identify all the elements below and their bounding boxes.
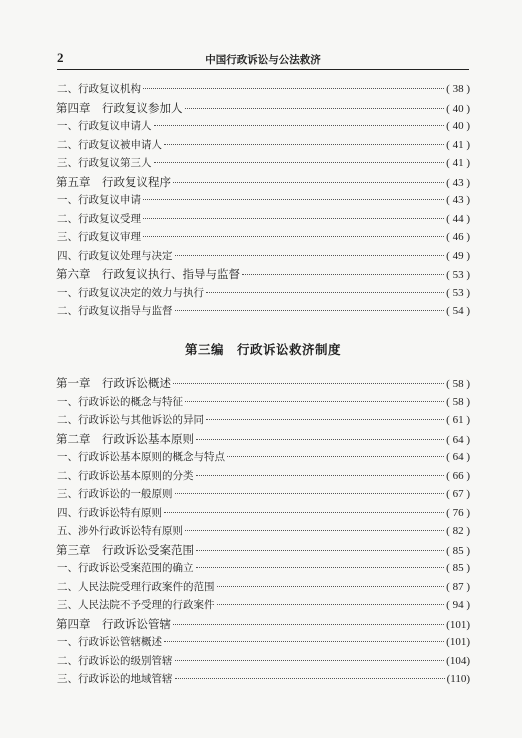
dot-leader: [164, 512, 444, 513]
toc-page-number: ( 41 ): [446, 138, 470, 151]
dot-leader: [175, 660, 445, 661]
toc-page-number: ( 53 ): [446, 269, 470, 281]
toc-page-number: ( 46 ): [446, 231, 470, 243]
toc-section-entry: [56, 522, 470, 541]
toc-page-number: (104): [446, 654, 470, 667]
toc-page-number: ( 40 ): [446, 102, 470, 115]
toc-entry-title: 三、行政复议第三人: [57, 157, 152, 169]
toc-page-number: ( 64 ): [446, 451, 470, 463]
toc-entry-title: 一、行政诉讼的概念与特征: [57, 395, 183, 408]
toc-entry-title: 三、行政复议审理: [57, 231, 141, 243]
toc-page-number: ( 43 ): [446, 194, 470, 206]
dot-leader: [185, 530, 444, 531]
dot-leader: [175, 310, 445, 311]
toc-page-number: ( 82 ): [446, 525, 470, 537]
dot-leader: [196, 439, 444, 440]
dot-leader: [175, 678, 445, 679]
toc-chapter-entry: [56, 99, 470, 118]
toc-section-entry: [56, 117, 470, 136]
toc-entry-title: 四、行政诉讼特有原则: [57, 506, 162, 519]
toc-entry-title: 二、行政诉讼与其他诉讼的异同: [57, 414, 204, 426]
toc-page-number: ( 53 ): [446, 286, 470, 299]
toc-entry-title: 四、行政复议处理与决定: [57, 249, 173, 262]
dot-leader: [206, 419, 444, 420]
toc-entry-title: 一、行政诉讼受案范围的确立: [57, 562, 194, 574]
toc-page-number: ( 41 ): [446, 157, 470, 169]
toc-page-number: ( 67 ): [446, 488, 470, 500]
dot-leader: [206, 292, 444, 293]
toc-section-entry: [56, 596, 470, 615]
toc-section-entry: [56, 633, 470, 652]
toc-section-entry: [56, 485, 470, 504]
toc-chapter-entry: [56, 173, 470, 192]
page-number: 2: [57, 50, 64, 65]
toc-page-number: ( 87 ): [446, 580, 470, 593]
toc-top-list: [56, 80, 470, 321]
toc-page-number: ( 38 ): [446, 83, 470, 95]
toc-entry-title: 第三章 行政诉讼受案范围: [56, 542, 194, 557]
dot-leader: [175, 493, 445, 494]
toc-page-number: ( 76 ): [446, 506, 470, 519]
toc-entry-title: 二、人民法院受理行政案件的范围: [57, 580, 215, 593]
toc-entry-title: 三、行政诉讼的一般原则: [57, 488, 173, 500]
toc-chapter-entry: [56, 265, 470, 284]
toc-page-number: ( 54 ): [446, 305, 470, 317]
dot-leader: [196, 550, 444, 551]
toc-chapter-entry: [56, 615, 470, 634]
toc-section-entry: [56, 670, 470, 689]
toc-entry-title: 第二章 行政诉讼基本原则: [56, 431, 194, 446]
toc-page-number: ( 58 ): [446, 378, 470, 390]
toc-entry-title: 一、行政复议申请人: [57, 120, 152, 132]
dot-leader: [164, 144, 444, 145]
toc-section-entry: [56, 652, 470, 671]
toc-entry-title: 二、行政诉讼基本原则的分类: [57, 469, 194, 482]
toc-entry-title: 二、行政诉讼的级别管辖: [57, 654, 173, 667]
toc-entry-title: 第四章 行政复议参加人: [56, 100, 183, 115]
toc-entry-title: 一、行政复议申请: [57, 194, 141, 206]
toc-section-entry: [56, 411, 470, 430]
dot-leader: [217, 586, 445, 587]
dot-leader: [196, 475, 445, 476]
toc-chapter-entry: [56, 541, 470, 560]
toc-entry-title: 一、行政复议决定的效力与执行: [57, 286, 204, 299]
dot-leader: [185, 108, 445, 109]
dot-leader: [154, 125, 445, 126]
toc-entry-title: 一、行政诉讼基本原则的概念与特点: [57, 451, 225, 463]
toc-page-number: ( 44 ): [446, 212, 470, 225]
dot-leader: [143, 236, 444, 237]
toc-entry-title: 第五章 行政复议程序: [56, 174, 171, 189]
dot-leader: [154, 162, 445, 163]
toc-chapter-entry: [56, 430, 470, 449]
dot-leader: [173, 182, 444, 183]
toc-bottom-list: [56, 374, 470, 689]
toc-section-entry: [56, 284, 470, 303]
toc-page-number: (110): [446, 673, 470, 685]
toc-entry-title: 一、行政诉讼管辖概述: [57, 636, 162, 648]
toc-entry-title: 三、行政诉讼的地域管辖: [57, 673, 173, 685]
dot-leader: [143, 88, 444, 89]
toc-page-number: ( 85 ): [446, 562, 470, 574]
dot-leader: [175, 255, 445, 256]
toc-entry-title: 三、人民法院不予受理的行政案件: [57, 599, 215, 611]
dot-leader: [227, 456, 444, 457]
toc-page-number: ( 61 ): [446, 414, 470, 426]
dot-leader: [185, 401, 444, 402]
toc-page-number: ( 58 ): [446, 395, 470, 408]
toc-entry-title: 二、行政复议受理: [57, 212, 141, 225]
toc-page-number: ( 49 ): [446, 249, 470, 262]
toc-section-entry: [56, 448, 470, 467]
toc-entry-title: 五、涉外行政诉讼特有原则: [57, 525, 183, 537]
toc-section-entry: [56, 559, 470, 578]
toc-page-number: ( 85 ): [446, 544, 470, 557]
toc-page-number: ( 43 ): [446, 176, 470, 189]
running-title: 中国行政诉讼与公法救济: [205, 54, 321, 66]
toc-page-number: (101): [446, 618, 470, 631]
dot-leader: [173, 624, 444, 625]
toc-section-entry: [56, 578, 470, 597]
toc-section-entry: [56, 191, 470, 210]
toc-section-entry: [56, 136, 470, 155]
toc-entry-title: 第六章 行政复议执行、指导与监督: [56, 267, 240, 281]
toc-entry-title: 二、行政复议机构: [57, 83, 141, 95]
toc-chapter-entry: [56, 374, 470, 393]
dot-leader: [217, 604, 445, 605]
toc-section-entry: [56, 80, 470, 99]
toc-entry-title: 二、行政复议被申请人: [57, 138, 162, 151]
dot-leader: [143, 199, 444, 200]
dot-leader: [242, 274, 444, 275]
toc-entry-title: 二、行政复议指导与监督: [57, 305, 173, 317]
toc-page-number: ( 66 ): [446, 469, 470, 482]
toc-section-entry: [56, 393, 470, 412]
toc-page-number: ( 64 ): [446, 433, 470, 446]
dot-leader: [196, 567, 445, 568]
toc-entry-title: 第一章 行政诉讼概述: [56, 376, 171, 390]
dot-leader: [173, 383, 444, 384]
part-title: 第三编 行政诉讼救济制度: [184, 342, 341, 357]
toc-section-entry: [56, 302, 470, 321]
dot-leader: [143, 218, 444, 219]
toc-page-number: ( 94 ): [446, 599, 470, 611]
toc-page-number: ( 40 ): [446, 120, 470, 132]
toc-section-entry: [56, 504, 470, 523]
header-rule: [57, 69, 469, 70]
toc-page-number: (101): [446, 636, 470, 648]
dot-leader: [164, 641, 444, 642]
toc-section-entry: [56, 154, 470, 173]
toc-section-entry: [56, 467, 470, 486]
toc-section-entry: [56, 228, 470, 247]
toc-section-entry: [56, 247, 470, 266]
toc-entry-title: 第四章 行政诉讼管辖: [56, 616, 171, 631]
page-header: [57, 50, 469, 70]
toc-section-entry: [56, 210, 470, 229]
